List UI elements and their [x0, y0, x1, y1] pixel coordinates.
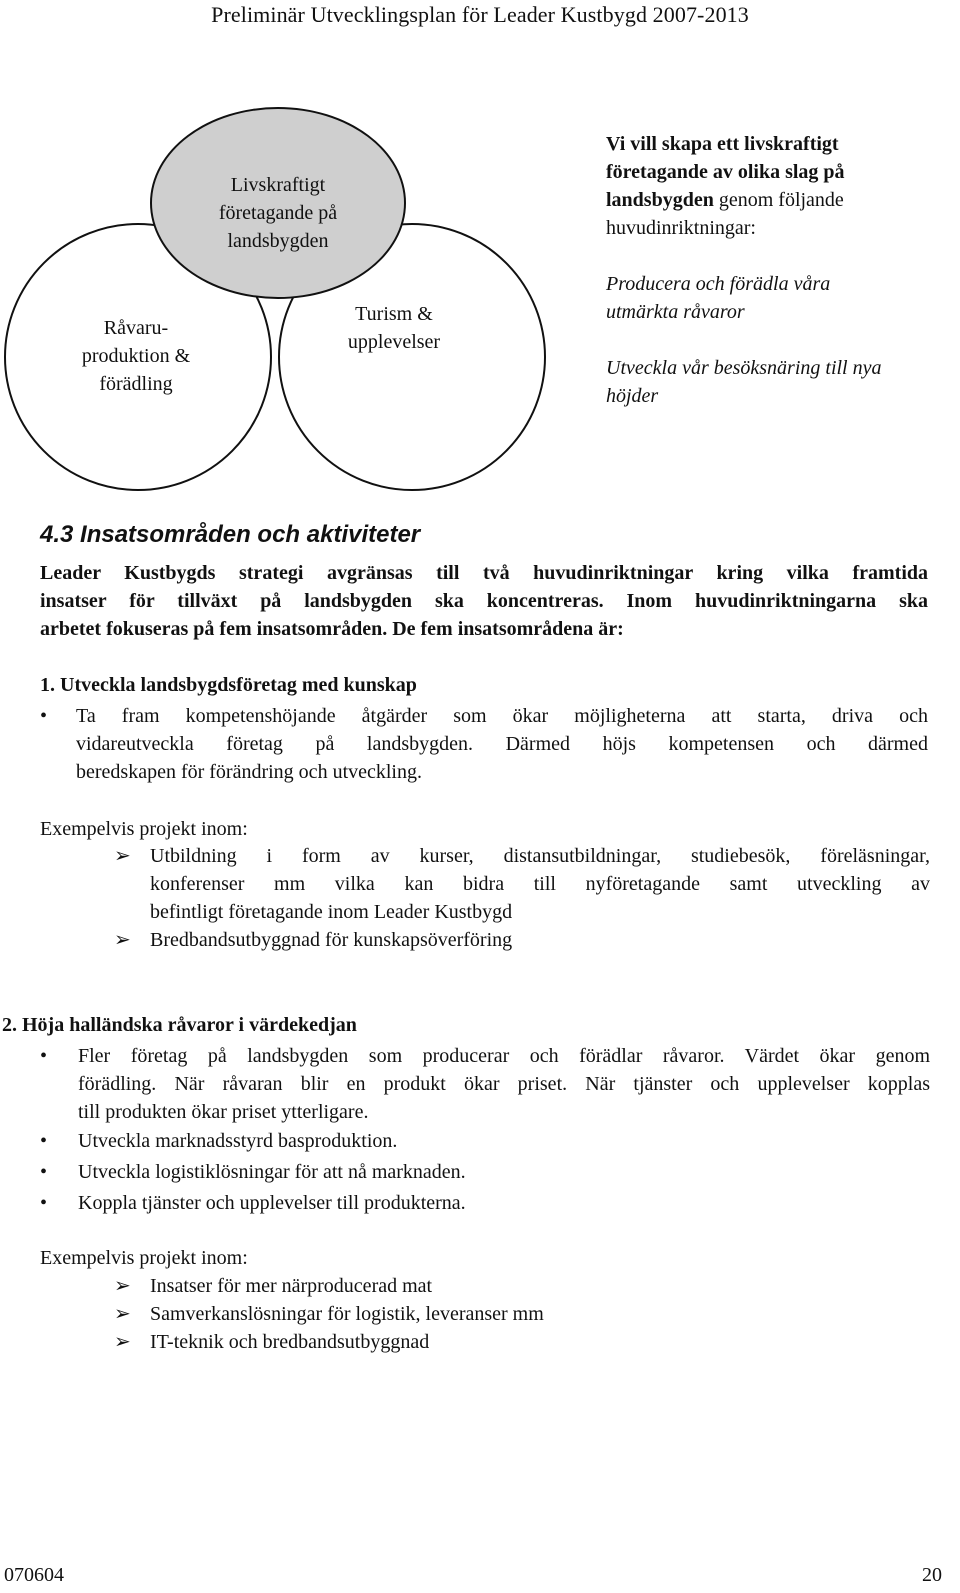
bullet-dot-icon: •: [40, 705, 48, 727]
section-title: 4.3 Insatsområden och aktiviteter: [40, 521, 421, 548]
page-header: Preliminär Utvecklingsplan för Leader Kustbygd 2007-2013: [211, 2, 749, 27]
footer-page-number: 20: [922, 1564, 942, 1586]
top-circle-label: Livskraftigt företagande på landsbygden: [218, 174, 338, 252]
footer-date: 070604: [4, 1564, 64, 1586]
right-circle-label: Turism & upplevelser: [347, 303, 441, 353]
arrow-bullet-icon: ➢: [114, 1275, 131, 1297]
bullet-dot-icon: •: [40, 1161, 48, 1183]
section-intro: Leader Kustbygds strategi avgränsas till två huvudinriktningar kring vilka framtida insatser för tillväxt på landsbygden ska koncentreras. Inom huvudinriktningarna ska arbetet fokuseras på fem insatsområden. De fem insatsområdena är:: [40, 562, 928, 640]
area-2-examples-label: Exempelvis projekt inom:: [40, 1247, 248, 1269]
bullet-dot-icon: •: [40, 1130, 48, 1152]
area-1-examples-label: Exempelvis projekt inom:: [40, 818, 248, 840]
aim-2: Utveckla vår besöksnäring till nya höjder: [606, 357, 882, 407]
arrow-bullet-icon: ➢: [114, 1303, 131, 1325]
bullet-dot-icon: •: [40, 1192, 48, 1214]
left-circle-label: Råvaru- produktion & förädling: [81, 317, 191, 395]
arrow-bullet-icon: ➢: [114, 929, 131, 951]
area-1-title: 1. Utveckla landsbygdsföretag med kunskap: [40, 674, 417, 696]
aim-1: Producera och förädla våra utmärkta råvaror: [606, 273, 831, 323]
arrow-bullet-icon: ➢: [114, 845, 131, 867]
intro-text: Vi vill skapa ett livskraftigt företagande av olika slag på landsbygden genom följande huvudinriktningar:: [606, 133, 845, 239]
bullet-dot-icon: •: [40, 1045, 48, 1067]
area-2-title: 2. Höja halländska råvaror i värdekedjan: [2, 1014, 357, 1036]
arrow-bullet-icon: ➢: [114, 1331, 131, 1353]
